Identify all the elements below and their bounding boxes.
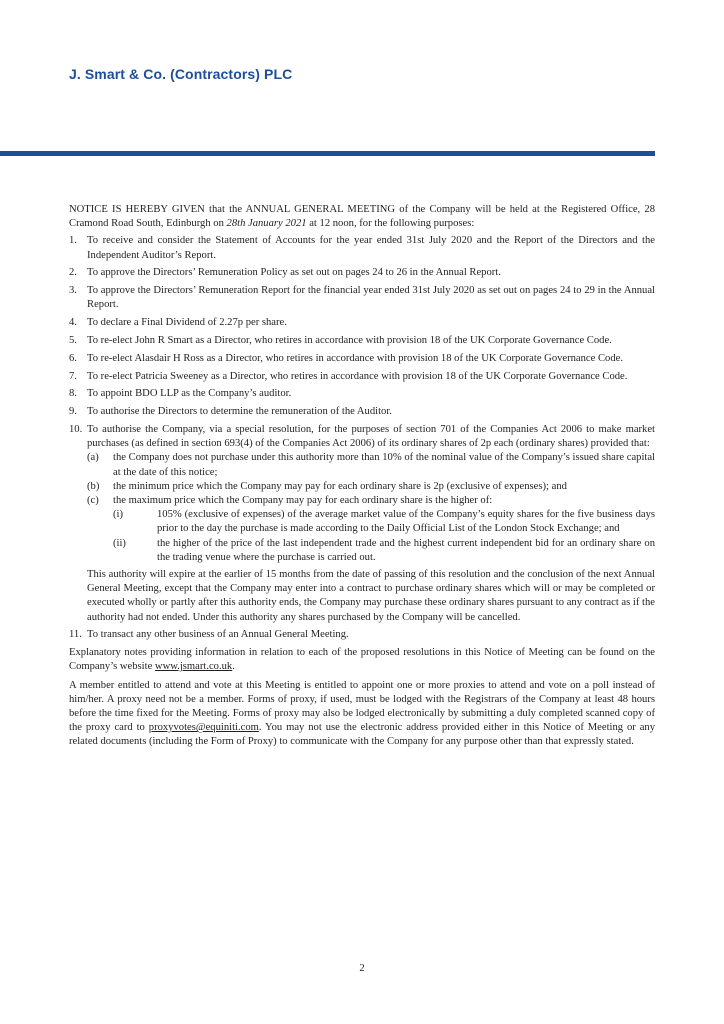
sub-clause	[87, 494, 655, 508]
resolution-item	[69, 316, 655, 330]
header-rule	[0, 151, 655, 156]
resolution-text: To transact any other business of an Annual General Meeting.	[87, 629, 349, 641]
sub-clause	[87, 480, 655, 494]
proxy-text-end: . You may not use the electronic address provided either in this Notice of Meeting or any related documents (including the Form of Proxy) to communicate with the Company for any purpose other than that expressly stated.	[69, 722, 655, 748]
resolution-number: 1.	[69, 235, 77, 247]
explanatory-notes	[69, 646, 655, 674]
resolution-10-body	[87, 423, 655, 625]
website-link[interactable]: www.jsmart.co.uk	[154, 661, 233, 673]
proxy-email-link[interactable]: proxyvotes@equiniti.com	[148, 722, 259, 734]
resolution-10-closing: This authority will expire at the earlier of 15 months from the date of passing of this resolution and the conclusion of the next Annual General Meeting, except that the Company may enter into a contract to purchase ordinary shares which will or may be completed or executed wholly or partly after this authority ends, the Company may purchase these ordinary shares pursuant to any contract as if the authority had not ended. Under this authority any shares purchased by the Company will be cancelled.	[87, 569, 655, 623]
resolution-text: To receive and consider the Statement of Accounts for the year ended 31st July 2020 and the Report of the Directors and the Independent Auditor’s Report.	[87, 235, 655, 261]
resolution-item	[69, 405, 655, 419]
resolution-number: 5.	[69, 335, 77, 346]
resolution-text: To authorise the Company, via a special resolution, for the purposes of section 701 of the Companies Act 2006 to make market purchases (as defined in section 693(4) of the Companies Act 2006) of its ordinary shares of 2p each (ordinary shares) provided that:	[87, 423, 655, 450]
explanatory-text-end: .	[232, 661, 235, 673]
resolution-item	[69, 370, 655, 384]
resolution-item-10	[69, 423, 655, 625]
resolution-number: 6.	[69, 352, 77, 364]
resolution-text: To re-elect John R Smart as a Director, who retires in accordance with provision 18 of the UK Corporate Governance Code.	[87, 335, 612, 346]
resolution-number: 10.	[69, 423, 83, 435]
sub-sub-clause-label: (i)	[113, 509, 123, 521]
resolution-item	[69, 352, 655, 366]
sub-clause	[87, 451, 655, 479]
resolution-number: 3.	[69, 285, 77, 297]
notice-body	[69, 203, 655, 750]
proxy-text: A member entitled to attend and vote at this Meeting is entitled to appoint one or more proxies to attend and vote on a poll instead of him/her. A proxy need not be a member. Forms of proxy, if used, must be lodged with the Registrars of the Company at least 48 hours before the time fixed for the Meeting. Forms of proxy may also be lodged electronically by submitting a duly completed scanned copy of the proxy card to	[69, 679, 655, 734]
resolution-number: 11.	[69, 629, 82, 641]
resolution-text: To re-elect Alasdair H Ross as a Director, who retires in accordance with provision 18 of the UK Corporate Governance Code.	[87, 352, 623, 364]
sub-sub-clause	[87, 537, 655, 565]
sub-clause-label: (c)	[87, 495, 99, 506]
resolution-text: To approve the Directors’ Remuneration Policy as set out on pages 24 to 26 in the Annual Report.	[87, 267, 501, 279]
resolution-item-11	[69, 628, 655, 642]
sub-sub-clause-label: (ii)	[113, 537, 126, 549]
resolution-item	[69, 284, 655, 312]
notice-intro	[69, 203, 655, 231]
resolution-item	[69, 234, 655, 262]
resolution-number: 2.	[69, 267, 77, 279]
sub-clause-text: the maximum price which the Company may pay for each ordinary share is the higher of:	[113, 495, 493, 506]
resolution-item	[69, 387, 655, 401]
company-name: J. Smart & Co. (Contractors) PLC	[69, 66, 293, 82]
resolution-text: To appoint BDO LLP as the Company’s auditor.	[87, 388, 292, 400]
resolution-text: To authorise the Directors to determine the remuneration of the Auditor.	[87, 406, 392, 418]
sub-sub-clause-text: 105% (exclusive of expenses) of the average market value of the Company’s equity shares for the five business days prior to the day the purchase is made according to the Daily Official List of the London Stock Exchange; and	[157, 509, 655, 535]
sub-clause-label: (a)	[87, 452, 99, 464]
resolution-number: 4.	[69, 317, 77, 329]
resolution-text: To re-elect Patricia Sweeney as a Director, who retires in accordance with provision 18 of the UK Corporate Governance Code.	[87, 370, 628, 382]
resolution-item	[69, 334, 655, 348]
resolution-number: 9.	[69, 406, 77, 418]
page-number: 2	[359, 963, 365, 974]
resolution-text: To approve the Directors’ Remuneration Report for the financial year ended 31st July 2020 as set out on pages 24 to 29 in the Annual Report.	[87, 285, 655, 311]
sub-sub-clause	[87, 508, 655, 536]
resolution-text: To declare a Final Dividend of 2.27p per share.	[87, 317, 287, 329]
meeting-date: 28th January 2021	[226, 218, 307, 230]
sub-clause-label: (b)	[87, 480, 100, 492]
sub-sub-clause-text: the higher of the price of the last independent trade and the highest current independent bid for an ordinary share on the trading venue where the purchase is carried out.	[157, 537, 655, 563]
intro-text-end: at 12 noon, for the following purposes:	[306, 218, 475, 230]
explanatory-text: Explanatory notes providing information in relation to each of the proposed resolutions in this Notice of Meeting can be found on the Company’s website	[69, 647, 655, 673]
proxy-paragraph	[69, 679, 655, 750]
intro-text: NOTICE IS HEREBY GIVEN that the ANNUAL GENERAL MEETING of the Company will be held at the Registered Office, 28 Cramond Road South, Edinburgh on	[69, 204, 655, 230]
sub-clause-text: the Company does not purchase under this authority more than 10% of the nominal value of the Company’s issued share capital at the date of this notice;	[113, 452, 655, 478]
resolution-number: 8.	[69, 388, 77, 400]
resolution-item	[69, 266, 655, 280]
resolution-number: 7.	[69, 370, 77, 382]
sub-clause-text: the minimum price which the Company may pay for each ordinary share is 2p (exclusive of expenses); and	[113, 480, 567, 492]
